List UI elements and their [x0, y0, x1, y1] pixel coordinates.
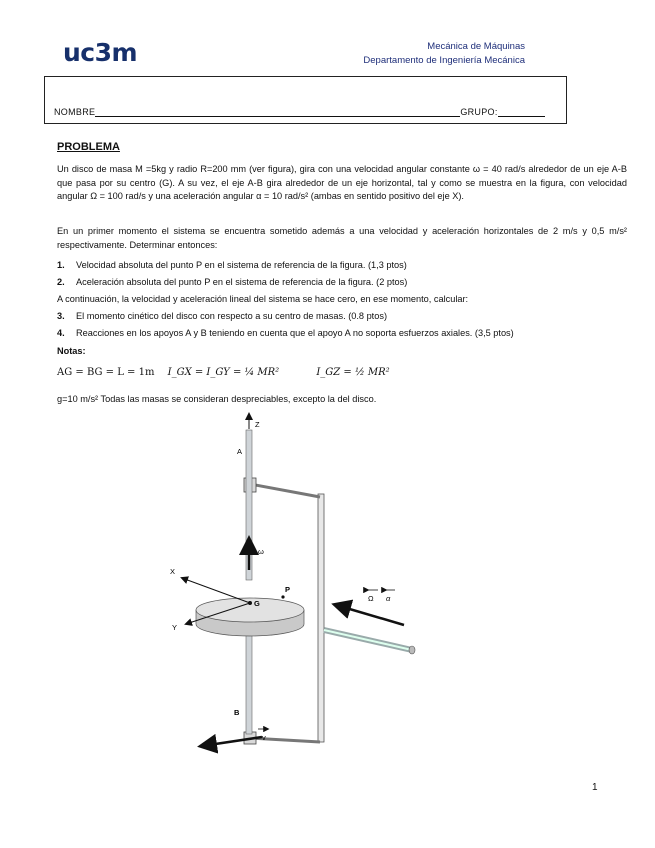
label-alpha: α: [386, 594, 391, 603]
question-3-text: El momento cinético del disco con respecto a su centro de masas. (0.8 ptos): [76, 311, 387, 321]
label-v: v: [262, 733, 266, 742]
label-x: X: [170, 567, 176, 576]
statement-paragraph-2: En un primer momento el sistema se encuentra sometido además a una velocidad y aceleración horizontales de 2 m/s y 0,5 m/s² respectivamente. Determinar entonces:: [57, 226, 627, 250]
department-title: Departamento de Ingeniería Mecánica: [363, 55, 525, 66]
label-y: Y: [172, 623, 178, 632]
omega-big-arrow: [336, 605, 404, 625]
question-4-text: Reacciones en los apoyos A y B teniendo en cuenta que el apoyo A no soporta esfuerzos axiales. (3,5 ptos): [76, 328, 514, 338]
statement-paragraph-3: A continuación, la velocidad y aceleración lineal del sistema se hace cero, en ese momento, calcular:: [57, 294, 469, 304]
inertia-z-equation: I_GZ = ½ MR²: [316, 367, 390, 378]
label-g: G: [254, 599, 260, 608]
question-1-text: Velocidad absoluta del punto P en el sistema de referencia de la figura. (1,3 ptos): [76, 260, 407, 270]
question-2-text: Aceleración absoluta del punto P en el sistema de referencia de la figura. (2 ptos): [76, 277, 408, 287]
length-equation: AG = BG = L = 1m: [57, 367, 155, 378]
label-b: B: [234, 708, 240, 717]
question-3-number: 3.: [57, 311, 65, 321]
question-2-number: 2.: [57, 277, 65, 287]
course-title: Mecánica de Máquinas: [427, 41, 525, 52]
page-number: 1: [592, 782, 598, 793]
statement-paragraph-1: Un disco de masa M =5kg y radio R=200 mm (ver figura), gira con una velocidad angular constante ω = 40 rad/s alrededor de un eje A-B que pasa por su centro (G). A su vez, el eje A-B gira alrededor de un eje horizontal, tal y como se muestra en la figura, con velocidad angular Ω = 100 rad/s y una aceleración angular α = 10 rad/s² (ambas en sentido positivo del eje X).: [57, 164, 627, 201]
question-1-number: 1.: [57, 260, 65, 270]
notes-label: Notas:: [57, 346, 86, 356]
label-a: A: [237, 447, 243, 456]
name-label: NOMBRE: [54, 107, 96, 117]
axis-ab: [246, 414, 252, 734]
label-z: Z: [255, 420, 260, 429]
question-4-number: 4.: [57, 328, 65, 338]
group-label: GRUPO:: [460, 107, 498, 117]
label-omega-big: Ω: [368, 594, 374, 603]
gravity-note: g=10 m/s² Todas las masas se consideran despreciables, excepto la del disco.: [57, 394, 377, 404]
x-axis: [182, 578, 250, 603]
inertia-xy-equation: I_GX = I_GY = ¼ MR²: [167, 367, 280, 378]
problem-title: PROBLEMA: [57, 141, 120, 153]
uc3m-logo: uc3m: [63, 38, 138, 67]
label-p: P: [285, 585, 291, 594]
horizontal-shaft: [324, 630, 415, 654]
label-omega-small: ω: [258, 547, 264, 556]
